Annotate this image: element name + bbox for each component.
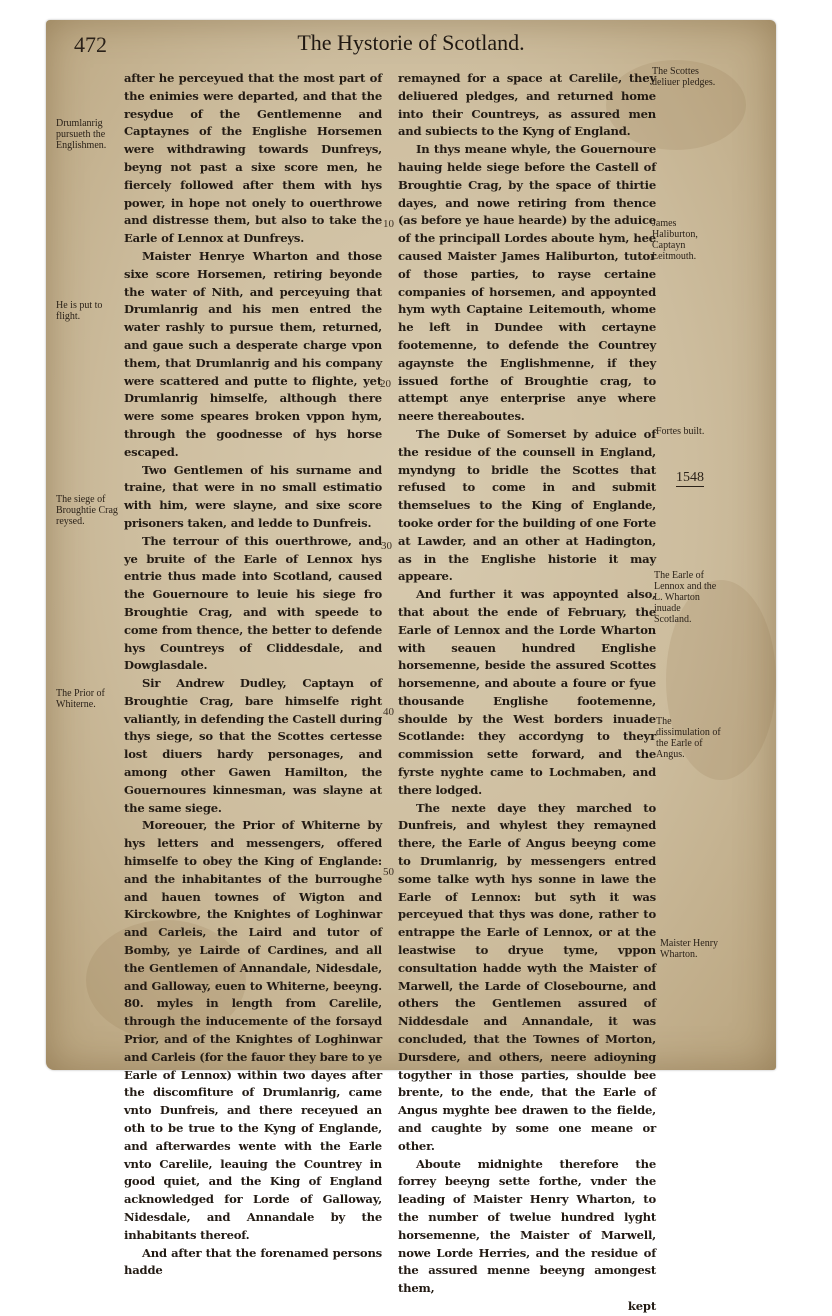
- paragraph: And after that the forenamed persons hadde: [124, 1245, 382, 1278]
- right-text-column: [398, 70, 656, 1313]
- margin-note-left: The siege of Broughtie Crag reysed.: [56, 494, 118, 527]
- margin-note-left: He is put to flight.: [56, 300, 103, 322]
- paragraph: Aboute midnighte therefore the forrey beeyng sette forthe, vnder the leading of Maister Henry Wharton, to the number of twelue hundred lyght horsemenne, the Maister of Marwell, nowe Lorde Herries, and the residue of the assured menne beeyng amongest them,: [398, 1156, 656, 1296]
- paragraph: Sir Andrew Dudley, Captayn of Broughtie Crag, bare himselfe right valiantly, in defending the Castell during thys siege, so that the Scottes certesse lost diuers hardy personages, and among other Gawen Hamilton, the Gouernoures kinnesman, was slayne at the same siege.: [124, 676, 382, 815]
- line-number: 30: [381, 540, 392, 552]
- line-number: 50: [383, 866, 394, 878]
- paragraph: The Duke of Somerset by aduice of the residue of the counsell in England, myndyng to bridle the Scottes that refused to come in and submit themselues to the King of Englande, tooke order for the building of one Forte at Lawder, and an other at Hadington, as in the Englishe historie it may appeare.: [398, 426, 656, 584]
- paragraph: And further it was appoynted also, that about the ende of February, the Earle of Lennox and the Lorde Wharton with seauen hundred Englishe horsemenne, beside the assured Scottes horsemenne, and aboute a foure or fyue thousande Englishe footemenne, shoulde by the West borders inuade Scotlande: they accordyng to theyr commission sette forward, and the fyrste nyghte came to Lochmaben, and there lodged.: [398, 587, 656, 797]
- margin-note-right: Fortes built.: [656, 426, 705, 437]
- paragraph: The nexte daye they marched to Dunfreis, and whylest they remayned there, the Earle of Angus beeyng come to Drumlanrig, by messengers entred some talke wyth hys sonne in lawe the Earle of Lennox: but syth it was perceyued that thys was done, rather to entrappe the Earle of Lennox, or at the leastwise to dryue tyme, vppon consultation hadde wyth the Maister of Marwell, the Larde of Closebourne, and others the Gentlemen assured of Niddesdale and Annandale, it was concluded, that the Townes of Morton, Dursdere, and others, neere adioyning togyther in those parties, shoulde bee brente, to the ende, that the Earle of Angus myghte bee drawen to the fielde, and caughte by some one meane or other.: [398, 800, 656, 1153]
- paragraph: Maister Henrye Wharton and those sixe score Horsemen, retiring beyonde the water of Nith, and perceyuing that Drumlanrig and his men entred the water rashly to pursue them, returned, and gaue such a desperate charge vpon them, that Drumlanrig and his company were scattered and putte to flighte, yet Drumlanrig himselfe, although there were some speares broken vppon hym, through the goodnesse of hys horse escaped.: [124, 248, 382, 459]
- paragraph: Moreouer, the Prior of Whiterne by hys letters and messengers, offered himselfe to obey the King of Englande: and the inhabitantes of the burroughe and hauen townes of Wigton and Kirckowbre, the Knightes of Loghinwar and Carleis, the Laird and tutor of Bomby, ye Lairde of Cardines, and all the Gentlemen of Annandale, Nidesdale, and Galloway, euen to Whiterne, beeyng. 80. myles in length from Carelile, through the inducemente of the forsayd Prior, and of the Knightes of Loghinwar and Carleis (for the fauor they bare to ye Earle of Lennox) within two dayes after the discomfiture of Drumlanrig, came vnto Dunfreis, and there receyued an oth to be true to the Kyng of Englande, and afterwardes wente with the Earle vnto Carelile, leauing the Countrey in good quiet, and the King of England acknowledged for Lorde of Galloway, Nidesdale, and Annandale by the inhabitants thereof.: [124, 818, 382, 1242]
- running-title: The Hystorie of Scotland.: [297, 30, 525, 55]
- page-number: 472: [74, 32, 107, 57]
- line-number: 40: [383, 706, 394, 718]
- margin-note-right: The Scottes deliuer pledges.: [652, 66, 716, 88]
- margin-note-right: Maister Henry Wharton.: [660, 938, 719, 960]
- left-text-column: [124, 70, 382, 1278]
- paragraph: In thys meane whyle, the Gouernoure hauing helde siege before the Castell of Broughtie Crag, by the space of thirtie dayes, and nowe retiring from thence (as before ye haue hearde) by the aduice of the principall Lordes aboute hym, hee caused Maister James Haliburton, tutor of those parties, to rayse certaine companies of horsemen, and appoynted hym wyth Captaine Leitemouth, whome he left in Dundee with certayne footemenne, to defende the Countrey agaynste the Englishmenne, if they issued forthe of Broughtie crag, to attempt anye enterprise anye where neere thereaboutes.: [398, 142, 656, 424]
- page-header: [46, 32, 776, 62]
- line-number: 10: [383, 218, 394, 230]
- paragraph: remayned for a space at Carelile, they deliuered pledges, and returned home into their Countreys, as assured men and subiects to the Kyng of England.: [398, 71, 656, 139]
- catchword: kept: [627, 1298, 656, 1313]
- paragraph: The terrour of this ouerthrowe, and ye bruite of the Earle of Lennox hys entrie thus made into Scotland, caused the Gouernoure to leuie his siege fro Broughtie Crag, and with speede to come from thence, the better to defende hys Countreys of Cliddesdale, and Dowglasdale.: [124, 533, 382, 673]
- line-number: 20: [380, 378, 391, 390]
- margin-year: 1548: [676, 470, 704, 485]
- paragraph: after he perceyued that the most part of the enimies were departed, and that the resydue of the Gentlemenne and Captaynes of the Englishe Horsemen were withdrawing towards Dunfreys, beyng not past a sixe score men, he fiercely followed after them with hys power, in hope not onely to ouerthrowe and distresse them, but also to take the Earle of Lennox at Dunfreys.: [124, 71, 382, 246]
- margin-note-right: The Earle of Lennox and the L. Wharton inuade Scotland.: [654, 570, 717, 625]
- margin-note-left: The Prior of Whiterne.: [56, 688, 105, 710]
- margin-note-left: Drumlanrig pursueth the Englishmen.: [56, 118, 107, 151]
- paragraph: Two Gentlemen of his surname and traine, that were in no small estimatio with him, were slayne, and sixe score prisoners taken, and ledde to Dunfreis.: [124, 462, 382, 530]
- margin-note-right: James Haliburton, Captayn Leitmouth.: [652, 218, 698, 262]
- margin-note-right: The dissimulation of the Earle of Angus.: [656, 716, 721, 760]
